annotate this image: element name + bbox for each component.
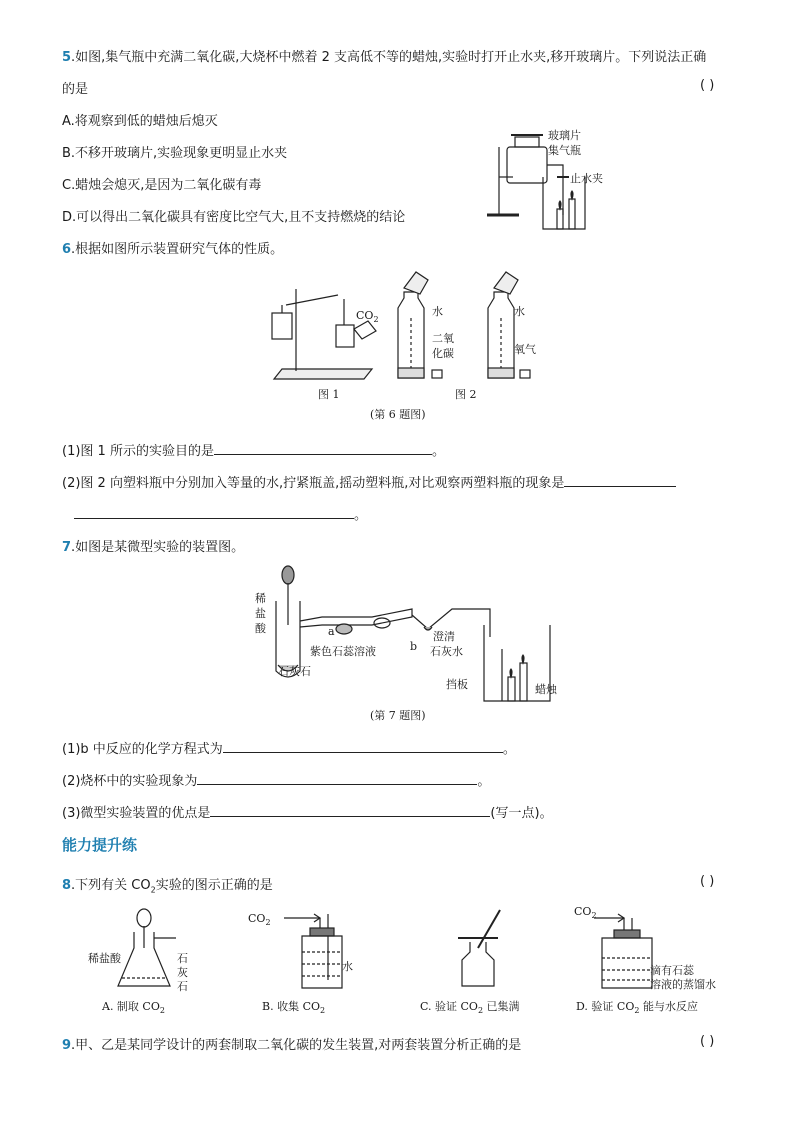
q8-d-caption-text: D. 验证 CO xyxy=(576,1000,635,1013)
q6-sub1-blank[interactable] xyxy=(214,442,432,455)
q6-label-water1: 水 xyxy=(432,305,443,318)
q6-label-co2 xyxy=(356,309,379,324)
q8-b-caption-sub: 2 xyxy=(320,1006,326,1016)
q7-label-candle: 蜡烛 xyxy=(535,683,557,696)
q8-b-caption xyxy=(262,998,325,1015)
q8-a-caption-text: A. 制取 CO xyxy=(102,1000,160,1013)
q9-number: 9 xyxy=(62,1038,72,1053)
q6-sub2 xyxy=(62,472,676,491)
q7-label-limewater-2: 石灰水 xyxy=(430,645,463,658)
q9-answer-paren[interactable]: ( ) xyxy=(700,1034,715,1049)
q6-fig1-caption: 图 1 xyxy=(318,388,340,401)
q6-label-water2: 水 xyxy=(514,305,525,318)
q5-label-clamp: 止水夹 xyxy=(570,172,603,185)
q8-b-caption-text: B. 收集 CO xyxy=(262,1000,321,1013)
q8-b-label-co2-text: CO xyxy=(248,912,266,925)
q8-d-caption xyxy=(576,998,698,1015)
q7-micro-apparatus xyxy=(262,565,582,705)
q6-sub1-end: 。 xyxy=(431,444,445,459)
q6-label-co2-line1: 二氧 xyxy=(432,332,454,345)
q7-label-acid-1: 稀 xyxy=(255,592,266,605)
q8-a-label-acid: 稀盐酸 xyxy=(88,952,121,965)
q6-stem xyxy=(62,238,283,257)
q7-sub2-text: (2)烧杯中的实验现象为 xyxy=(62,774,198,789)
q7-sub2-blank[interactable] xyxy=(197,772,477,785)
q8-answer-paren[interactable]: ( ) xyxy=(700,874,715,889)
q5-number: 5 xyxy=(62,50,72,65)
section-title: 能力提升练 xyxy=(62,836,138,854)
q8-fig-c-bottle xyxy=(448,908,528,993)
q8-a-label-stone-2: 灰 xyxy=(177,966,188,979)
q8-a-label-stone-3: 石 xyxy=(177,980,188,993)
q8-d-label-co2-text: CO xyxy=(574,905,592,918)
q5-option-a: A.将观察到低的蜡烛后熄灭 xyxy=(62,114,218,129)
q6-sub2-blank-a[interactable] xyxy=(564,474,676,487)
q6-fig1-balance xyxy=(268,283,378,383)
q7-sub3 xyxy=(62,802,553,821)
q8-b-label-water: 水 xyxy=(342,960,353,973)
q5-label-glass-plate: 玻璃片 xyxy=(548,129,581,142)
q8-c-caption xyxy=(420,998,520,1015)
q7-sub1-end: 。 xyxy=(502,742,516,757)
q8-d-label-co2 xyxy=(574,905,597,920)
q7-sub1-text: (1)b 中反应的化学方程式为 xyxy=(62,742,223,757)
q6-sub1-text: (1)图 1 所示的实验目的是 xyxy=(62,444,214,459)
q7-number: 7 xyxy=(62,540,72,555)
q7-label-acid-2: 盐 xyxy=(255,607,266,620)
q6-sub2-blank-b[interactable] xyxy=(74,506,354,519)
q8-c-caption-sub: 2 xyxy=(477,1006,484,1016)
q8-stem-post: 实验的图示正确的是 xyxy=(155,878,273,893)
q6-sub2-end: 。 xyxy=(354,508,368,523)
q5-answer-paren[interactable]: ( ) xyxy=(700,78,715,93)
q7-label-b: b xyxy=(410,640,418,653)
q7-label-litmus: 紫色石蕊溶液 xyxy=(310,645,376,658)
q7-sub2 xyxy=(62,770,490,789)
q8-number: 8 xyxy=(62,878,72,893)
q8-stem-sub: 2 xyxy=(150,885,156,895)
q8-b-label-co2-sub: 2 xyxy=(265,918,271,928)
q5-option-d: D.可以得出二氧化碳具有密度比空气大,且不支持燃烧的结论 xyxy=(62,210,406,225)
q8-a-caption xyxy=(102,998,165,1015)
q8-c-caption-text: C. 验证 CO xyxy=(420,1000,478,1013)
q7-stem xyxy=(62,536,244,555)
q8-d-caption-sub: 2 xyxy=(634,1006,640,1016)
q8-d-note-1: 滴有石蕊 xyxy=(650,964,694,977)
q5-label-gas-bottle: 集气瓶 xyxy=(548,144,581,157)
q6-stem-text: .根据如图所示装置研究气体的性质。 xyxy=(71,242,284,257)
q6-sub2-cont xyxy=(74,504,367,523)
q8-a-label-stone-1: 石 xyxy=(177,952,188,965)
q6-fig2-bottles xyxy=(384,268,534,383)
q8-b-label-co2 xyxy=(248,912,271,927)
q5-option-b: B.不移开玻璃片,实验现象更明显止水夹 xyxy=(62,146,288,161)
q7-figure-caption: (第 7 题图) xyxy=(370,709,426,722)
q7-sub2-end: 。 xyxy=(477,774,491,789)
q5-stem-text: .如图,集气瓶中充满二氧化碳,大烧杯中燃着 2 支高低不等的蜡烛,实验时打开止水夹,移开玻璃片。下列说法正确 xyxy=(71,50,707,65)
q6-label-oxygen: 氧气 xyxy=(514,343,536,356)
q8-d-label-co2-sub: 2 xyxy=(591,911,597,921)
q8-c-caption-post: 已集满 xyxy=(483,1000,520,1013)
q6-number: 6 xyxy=(62,242,72,257)
q5-option-c: C.蜡烛会熄灭,是因为二氧化碳有毒 xyxy=(62,178,262,193)
q5-stem-line2: 的是 xyxy=(62,82,89,97)
q6-sub1 xyxy=(62,440,445,459)
q6-label-co2-text: CO xyxy=(356,309,374,322)
q5-stem-line1 xyxy=(62,46,706,65)
q7-stem-text: .如图是某微型实验的装置图。 xyxy=(71,540,245,555)
q6-figure-caption: (第 6 题图) xyxy=(370,408,426,421)
q7-label-acid-3: 酸 xyxy=(255,622,266,635)
q7-sub3-blank[interactable] xyxy=(210,804,490,817)
q8-stem-pre: .下列有关 CO xyxy=(71,878,151,893)
q7-label-a: a xyxy=(328,625,335,638)
q6-label-co2-sub: 2 xyxy=(373,315,379,325)
q6-label-co2-line2: 化碳 xyxy=(432,347,454,360)
q6-sub2-text: (2)图 2 向塑料瓶中分别加入等量的水,拧紧瓶盖,摇动塑料瓶,对比观察两塑料瓶的现象是 xyxy=(62,476,565,491)
q6-fig2-caption: 图 2 xyxy=(455,388,477,401)
q7-label-baffle: 挡板 xyxy=(446,678,468,691)
q8-a-caption-sub: 2 xyxy=(159,1006,165,1016)
q8-fig-b-bottle xyxy=(284,908,364,993)
q9-stem xyxy=(62,1034,521,1053)
q9-stem-text: .甲、乙是某同学设计的两套制取二氧化碳的发生装置,对两套装置分析正确的是 xyxy=(71,1038,522,1053)
q7-sub3-end: (写一点)。 xyxy=(490,806,553,821)
q7-sub3-text: (3)微型实验装置的优点是 xyxy=(62,806,211,821)
q7-label-limestone: 石灰石 xyxy=(278,665,311,678)
q8-stem xyxy=(62,874,273,895)
q7-label-limewater-1: 澄清 xyxy=(433,630,455,643)
q8-d-note-2: 溶液的蒸馏水 xyxy=(650,978,716,991)
q8-d-caption-post: 能与水反应 xyxy=(639,1000,698,1013)
q7-sub1 xyxy=(62,738,516,757)
q7-sub1-blank[interactable] xyxy=(223,740,503,753)
